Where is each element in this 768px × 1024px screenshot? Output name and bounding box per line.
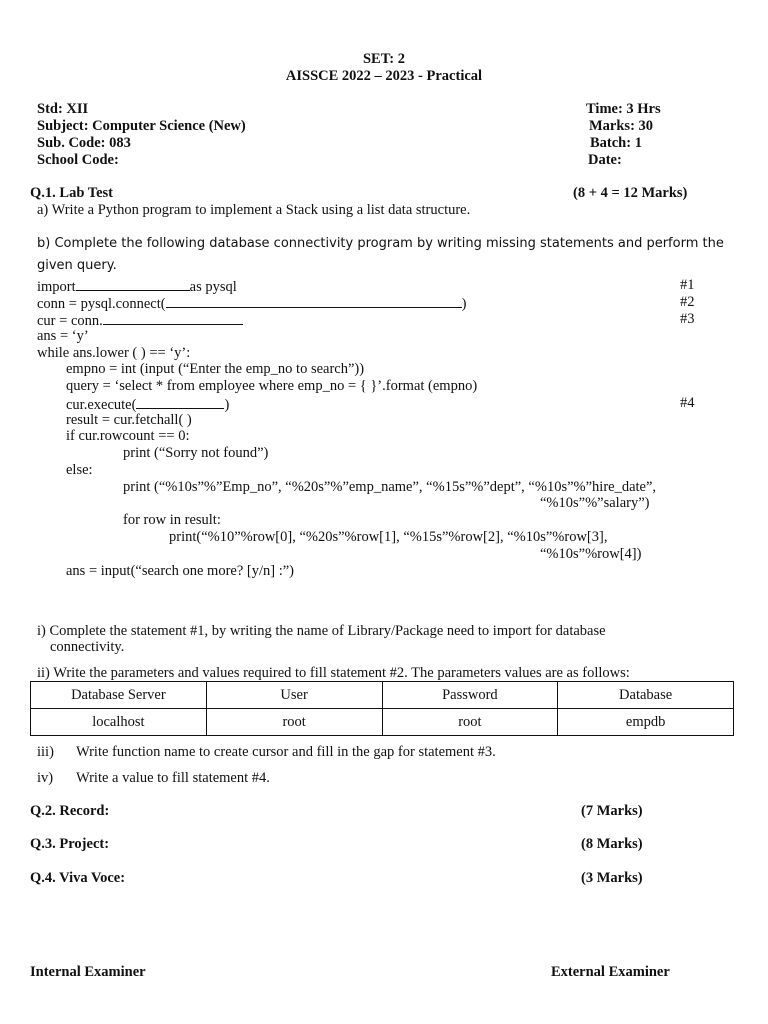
tag-3: #3	[680, 311, 695, 327]
sub-question-ii: ii) Write the parameters and values required to fill statement #2. The parameters values are as follows:	[37, 665, 630, 681]
code-connect-close: )	[461, 296, 467, 312]
blank-1	[76, 277, 190, 291]
code-import-keyword: import	[37, 279, 76, 295]
q3-marks: (8 Marks)	[581, 836, 643, 852]
subject-label: Subject: Computer Science (New)	[37, 118, 246, 134]
q4-marks: (3 Marks)	[581, 870, 643, 886]
q1-part-b-line1: b) Complete the following database connectivity program by writing missing statements and perform the	[37, 236, 724, 251]
code-import-alias: as pysql	[189, 279, 237, 295]
code-execute: cur.execute(	[66, 397, 137, 413]
table-cell: root	[382, 709, 558, 736]
std-label: Std: XII	[37, 101, 89, 117]
code-line-4: ans = ‘y’	[37, 328, 89, 344]
internal-examiner: Internal Examiner	[30, 964, 146, 980]
code-line-5: while ans.lower ( ) == ‘y’:	[37, 345, 191, 361]
q1-part-b-line2: given query.	[37, 258, 117, 273]
set-label: SET: 2	[362, 51, 406, 67]
table-cell: empdb	[558, 709, 734, 736]
code-line-17: “%10s”%row[4])	[540, 546, 642, 562]
code-line-7: query = ‘select * from employee where emp_no = { }’.format (empno)	[66, 378, 478, 394]
external-examiner: External Examiner	[551, 964, 670, 980]
q2-marks: (7 Marks)	[581, 803, 643, 819]
table-header-cell: Database	[558, 682, 734, 709]
exam-title: AISSCE 2022 – 2023 - Practical	[285, 68, 483, 84]
code-line-14: “%10s”%”salary”)	[540, 495, 650, 511]
parameters-table	[30, 681, 734, 736]
school-code-label: School Code:	[37, 152, 119, 168]
code-line-15: for row in result:	[123, 512, 221, 528]
table-header-cell: User	[206, 682, 382, 709]
sub-question-iii: Write function name to create cursor and fill in the gap for statement #3.	[76, 744, 496, 760]
code-line-18: ans = input(“search one more? [y/n] :”)	[66, 563, 294, 579]
code-line-13: print (“%10s”%”Emp_no”, “%20s”%”emp_name”, “%15s”%”dept”, “%10s”%”hire_date”,	[123, 479, 657, 495]
table-cell: root	[206, 709, 382, 736]
sub-question-iii-number: iii)	[37, 744, 54, 760]
q4-title: Q.4. Viva Voce:	[30, 870, 126, 886]
table-cell: localhost	[31, 709, 207, 736]
tag-4: #4	[680, 395, 695, 411]
blank-4	[136, 395, 224, 409]
sub-question-iv-number: iv)	[37, 770, 54, 786]
code-line-16: print(“%10”%row[0], “%20s”%row[1], “%15s”%row[2], “%10s”%row[3],	[169, 529, 608, 545]
code-line-6: empno = int (input (“Enter the emp_no to search”))	[66, 361, 365, 377]
table-row	[31, 709, 734, 736]
date-label: Date:	[588, 152, 622, 168]
blank-2	[166, 294, 462, 308]
blank-3	[103, 311, 243, 325]
marks-label: Marks: 30	[589, 118, 654, 134]
code-line-9: result = cur.fetchall( )	[66, 412, 192, 428]
q1-part-a: a) Write a Python program to implement a Stack using a list data structure.	[37, 202, 471, 218]
tag-1: #1	[680, 277, 695, 293]
sub-code-label: Sub. Code: 083	[37, 135, 131, 151]
table-header-cell: Password	[382, 682, 558, 709]
time-label: Time: 3 Hrs	[586, 101, 661, 117]
q2-title: Q.2. Record:	[30, 803, 110, 819]
sub-question-i-cont: connectivity.	[50, 639, 125, 655]
code-line-10: if cur.rowcount == 0:	[66, 428, 190, 444]
code-execute-close: )	[224, 397, 230, 413]
code-line-12: else:	[66, 462, 93, 478]
sub-question-iv: Write a value to fill statement #4.	[76, 770, 270, 786]
code-line-11: print (“Sorry not found”)	[123, 445, 269, 461]
table-header-cell: Database Server	[31, 682, 207, 709]
q3-title: Q.3. Project:	[30, 836, 110, 852]
code-connect: conn = pysql.connect(	[37, 296, 166, 312]
code-cursor: cur = conn.	[37, 313, 103, 329]
batch-label: Batch: 1	[590, 135, 642, 151]
tag-2: #2	[680, 294, 695, 310]
q1-marks: (8 + 4 = 12 Marks)	[573, 185, 688, 201]
sub-question-i: i) Complete the statement #1, by writing the name of Library/Package need to import for database	[37, 623, 606, 639]
table-header-row	[31, 682, 734, 709]
q1-title: Q.1. Lab Test	[30, 185, 113, 201]
